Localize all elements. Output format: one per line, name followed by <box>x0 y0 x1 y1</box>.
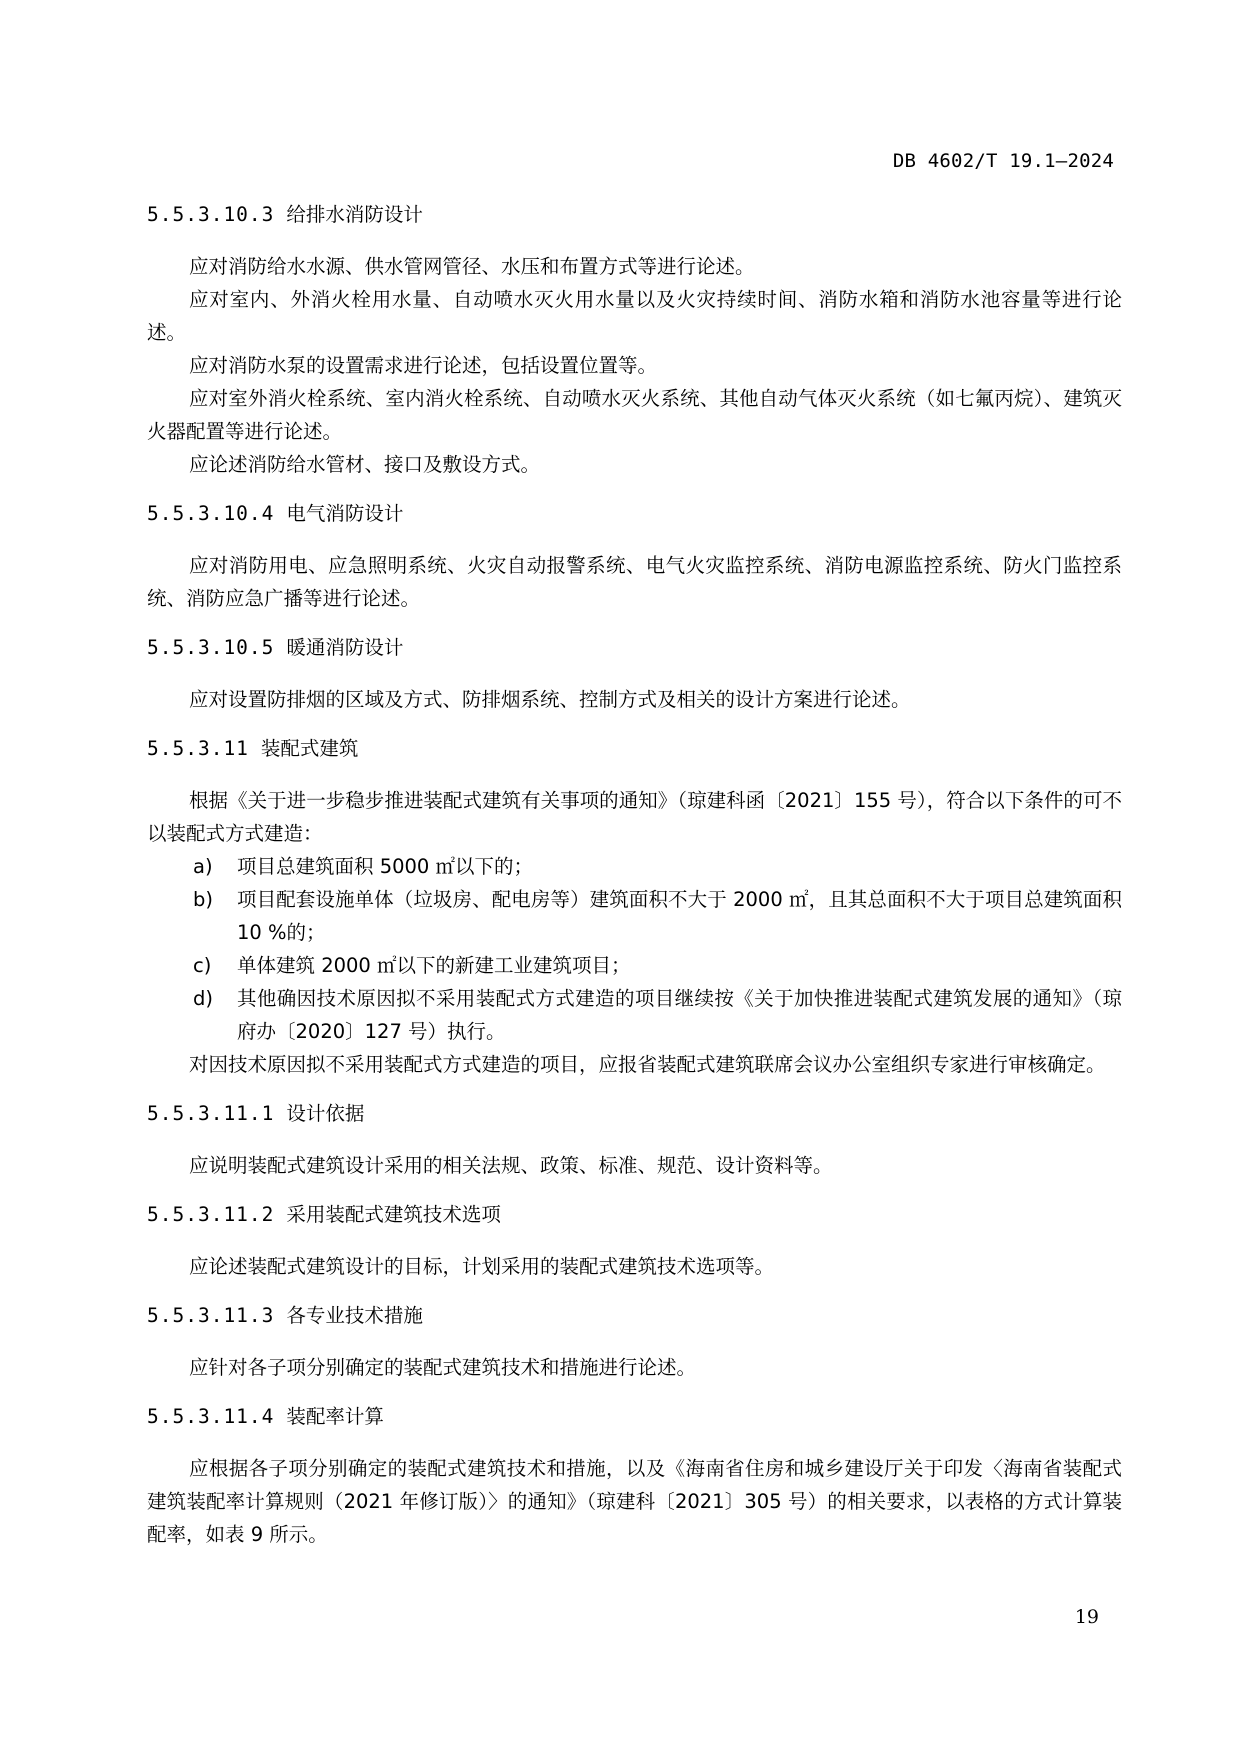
section-heading <box>147 198 1122 231</box>
section-number: 5.5.3.11.2 <box>147 1203 275 1226</box>
list-item <box>147 850 1122 883</box>
paragraph: 对因技术原因拟不采用装配式方式建造的项目，应报省装配式建筑联席会议办公室组织专家进行审核确定。 <box>189 1053 1106 1076</box>
section-body <box>147 1250 1122 1283</box>
section-title: 暖通消防设计 <box>286 636 404 659</box>
list-item-text: 单体建筑 2000 ㎡以下的新建工业建筑项目； <box>237 954 631 977</box>
paragraph: 根据《关于进一步稳步推进装配式建筑有关事项的通知》（琼建科函〔2021〕155 号），符合以下条件的可不以装配式方式建造： <box>147 789 1122 845</box>
paragraph: 应根据各子项分别确定的装配式建筑技术和措施，以及《海南省住房和城乡建设厅关于印发〈海南省装配式建筑装配率计算规则（2021 年修订版）〉的通知》（琼建科〔2021〕305 号）的相关要求，以表格的方式计算装配率，如表 9 所示。 <box>147 1457 1122 1546</box>
paragraph: 应对消防给水水源、供水管网管径、水压和布置方式等进行论述。 <box>189 255 755 278</box>
section-title: 给排水消防设计 <box>286 203 423 226</box>
section-heading <box>147 631 1122 664</box>
paragraph: 应说明装配式建筑设计采用的相关法规、政策、标准、规范、设计资料等。 <box>189 1154 833 1177</box>
section-title: 各专业技术措施 <box>286 1304 423 1327</box>
paragraph: 应对设置防排烟的区域及方式、防排烟系统、控制方式及相关的设计方案进行论述。 <box>189 688 911 711</box>
section-heading <box>147 732 1122 765</box>
paragraph: 应对室外消火栓系统、室内消火栓系统、自动喷水灭火系统、其他自动气体灭火系统（如七氟丙烷）、建筑灭火器配置等进行论述。 <box>147 387 1122 443</box>
section-body <box>147 1149 1122 1182</box>
paragraph: 应论述装配式建筑设计的目标，计划采用的装配式建筑技术选项等。 <box>189 1255 775 1278</box>
list-item-text: 项目总建筑面积 5000 ㎡以下的； <box>237 855 534 878</box>
section-number: 5.5.3.11.4 <box>147 1405 275 1428</box>
section-title: 采用装配式建筑技术选项 <box>286 1203 501 1226</box>
section-heading <box>147 1198 1122 1231</box>
document-body <box>147 198 1122 1567</box>
page-number: 19 <box>1074 1606 1099 1628</box>
paragraph: 应针对各子项分别确定的装配式建筑技术和措施进行论述。 <box>189 1356 697 1379</box>
list-item-text: 其他确因技术原因拟不采用装配式方式建造的项目继续按《关于加快推进装配式建筑发展的通知》（琼府办〔2020〕127 号）执行。 <box>237 987 1122 1043</box>
section-number: 5.5.3.11.1 <box>147 1102 275 1125</box>
section-body <box>147 1351 1122 1384</box>
section-body <box>147 683 1122 716</box>
section-number: 5.5.3.11 <box>147 737 249 760</box>
section-title: 电气消防设计 <box>286 502 404 525</box>
section-heading <box>147 1097 1122 1130</box>
section-title: 装配率计算 <box>286 1405 384 1428</box>
section-title: 装配式建筑 <box>260 737 359 760</box>
section-heading <box>147 1400 1122 1433</box>
section-heading <box>147 497 1122 530</box>
list-item <box>147 982 1122 1048</box>
section-number: 5.5.3.10.3 <box>147 203 275 226</box>
condition-list <box>147 850 1122 1048</box>
list-item <box>147 949 1122 982</box>
section-number: 5.5.3.10.5 <box>147 636 275 659</box>
list-marker: c) <box>193 954 212 977</box>
section-number: 5.5.3.10.4 <box>147 502 275 525</box>
paragraph: 应对室内、外消火栓用水量、自动喷水灭火用水量以及火灾持续时间、消防水箱和消防水池容量等进行论述。 <box>147 288 1122 344</box>
section-number: 5.5.3.11.3 <box>147 1304 275 1327</box>
section-title: 设计依据 <box>286 1102 365 1125</box>
paragraph: 应对消防用电、应急照明系统、火灾自动报警系统、电气火灾监控系统、消防电源监控系统、防火门监控系统、消防应急广播等进行论述。 <box>147 554 1122 610</box>
section-body <box>147 784 1122 1081</box>
paragraph: 应对消防水泵的设置需求进行论述，包括设置位置等。 <box>189 354 658 377</box>
section-body <box>147 549 1122 615</box>
list-marker: b) <box>193 888 213 911</box>
section-body <box>147 1452 1122 1551</box>
paragraph: 应论述消防给水管材、接口及敷设方式。 <box>189 453 541 476</box>
list-marker: a) <box>193 855 213 878</box>
list-marker: d) <box>193 987 213 1010</box>
section-body <box>147 250 1122 481</box>
list-item <box>147 883 1122 949</box>
list-item-text: 项目配套设施单体（垃圾房、配电房等）建筑面积不大于 2000 ㎡，且其总面积不大于项目总建筑面积 10 %的； <box>237 888 1122 944</box>
section-heading <box>147 1299 1122 1332</box>
document-code: DB 4602/T 19.1—2024 <box>892 150 1114 172</box>
